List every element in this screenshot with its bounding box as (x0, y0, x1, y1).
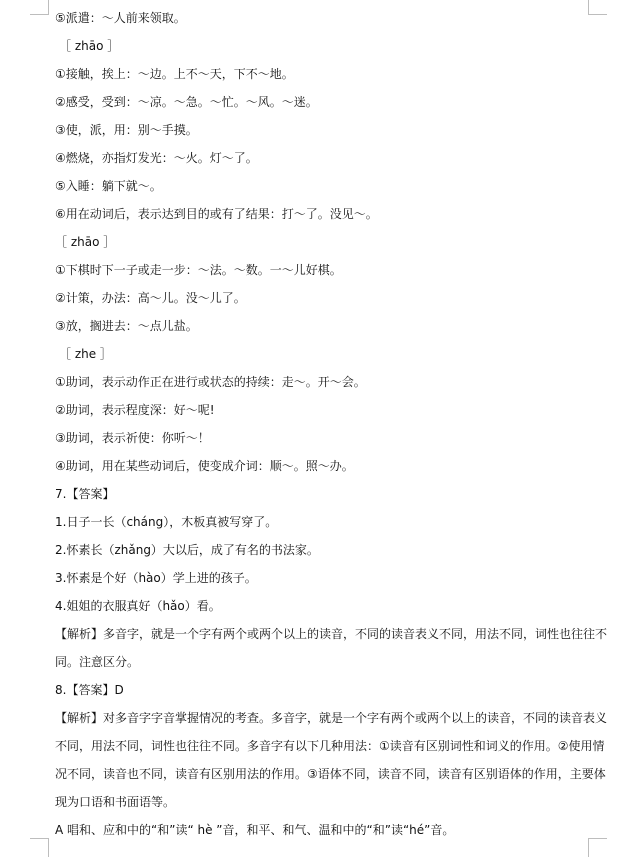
text-line: ⑤入睡：躺下就～。 (55, 179, 162, 193)
text-line: ③助词，表示祈使：你听～！ (55, 431, 210, 445)
pinyin-heading: ［ zhāo ］ (59, 39, 120, 53)
text-line: 4.姐姐的衣服真好（hǎo）看。 (55, 599, 221, 613)
text-line: ①接触，挨上：～边。上不～天，下不～地。 (55, 67, 294, 81)
answer-8-heading: 8.【答案】D (55, 683, 124, 697)
text-line: ①助词，表示动作正在进行或状态的持续：走～。开～会。 (55, 375, 366, 389)
text-line: ②助词，表示程度深：好～呢! (55, 403, 215, 417)
analysis-paragraph-7: 【解析】多音字，就是一个字有两个或两个以上的读音，不同的读音表义不同，用法不同，词性也往往不同。注意区分。 (55, 627, 608, 669)
text-line: ⑤派遣：～人前来领取。 (55, 11, 186, 25)
document-body (55, 4, 615, 844)
analysis-paragraph-8: 【解析】对多音字字音掌握情况的考查。多音字，就是一个字有两个或两个以上的读音，不同的读音表义不同，用法不同，词性也往往不同。多音字有以下几种用法：①读音有区别词性和词义的作用。②使用情况不同，读音也不同，读音有区别用法的作用。③语体不同，读音不同，读音有区别语体的作用，主要体现为口语和书面语等。 (55, 711, 608, 809)
text-line: ④燃烧，亦指灯发光：～火。灯～了。 (55, 151, 258, 165)
text-line: 2.怀素长（zhǎng）大以后，成了有名的书法家。 (55, 543, 319, 557)
text-line: ③放，搁进去：～点儿盐。 (55, 319, 198, 333)
text-line: ②感受，受到：～凉。～急。～忙。～风。～迷。 (55, 95, 318, 109)
text-line: ⑥用在动词后，表示达到目的或有了结果：打～了。没见～。 (55, 207, 378, 221)
text-line: 7.【答案】 (55, 487, 115, 501)
text-line: ④助词，用在某些动词后，使变成介词：顺～。照～办。 (55, 459, 354, 473)
crop-mark-bottom-left (30, 838, 49, 857)
text-line: ②计策，办法：高～儿。没～儿了。 (55, 291, 246, 305)
option-a-line: A 唱和、应和中的“和”读“ hè ”音，和平、和气、温和中的“和”读“hé”音。 (55, 823, 455, 837)
text-line: ③使，派，用：别～手摸。 (55, 123, 198, 137)
text-line: ①下棋时下一子或走一步：～法。～数。一～儿好棋。 (55, 263, 342, 277)
crop-mark-top-left (30, 0, 49, 15)
pinyin-heading: ［ zhe ］ (59, 347, 112, 361)
pinyin-heading: ［ zhāo ］ (55, 235, 116, 249)
text-line: 1.日子一长（cháng），木板真被写穿了。 (55, 515, 278, 529)
text-line: 3.怀素是个好（hào）学上进的孩子。 (55, 571, 257, 585)
text-lines (55, 4, 615, 620)
